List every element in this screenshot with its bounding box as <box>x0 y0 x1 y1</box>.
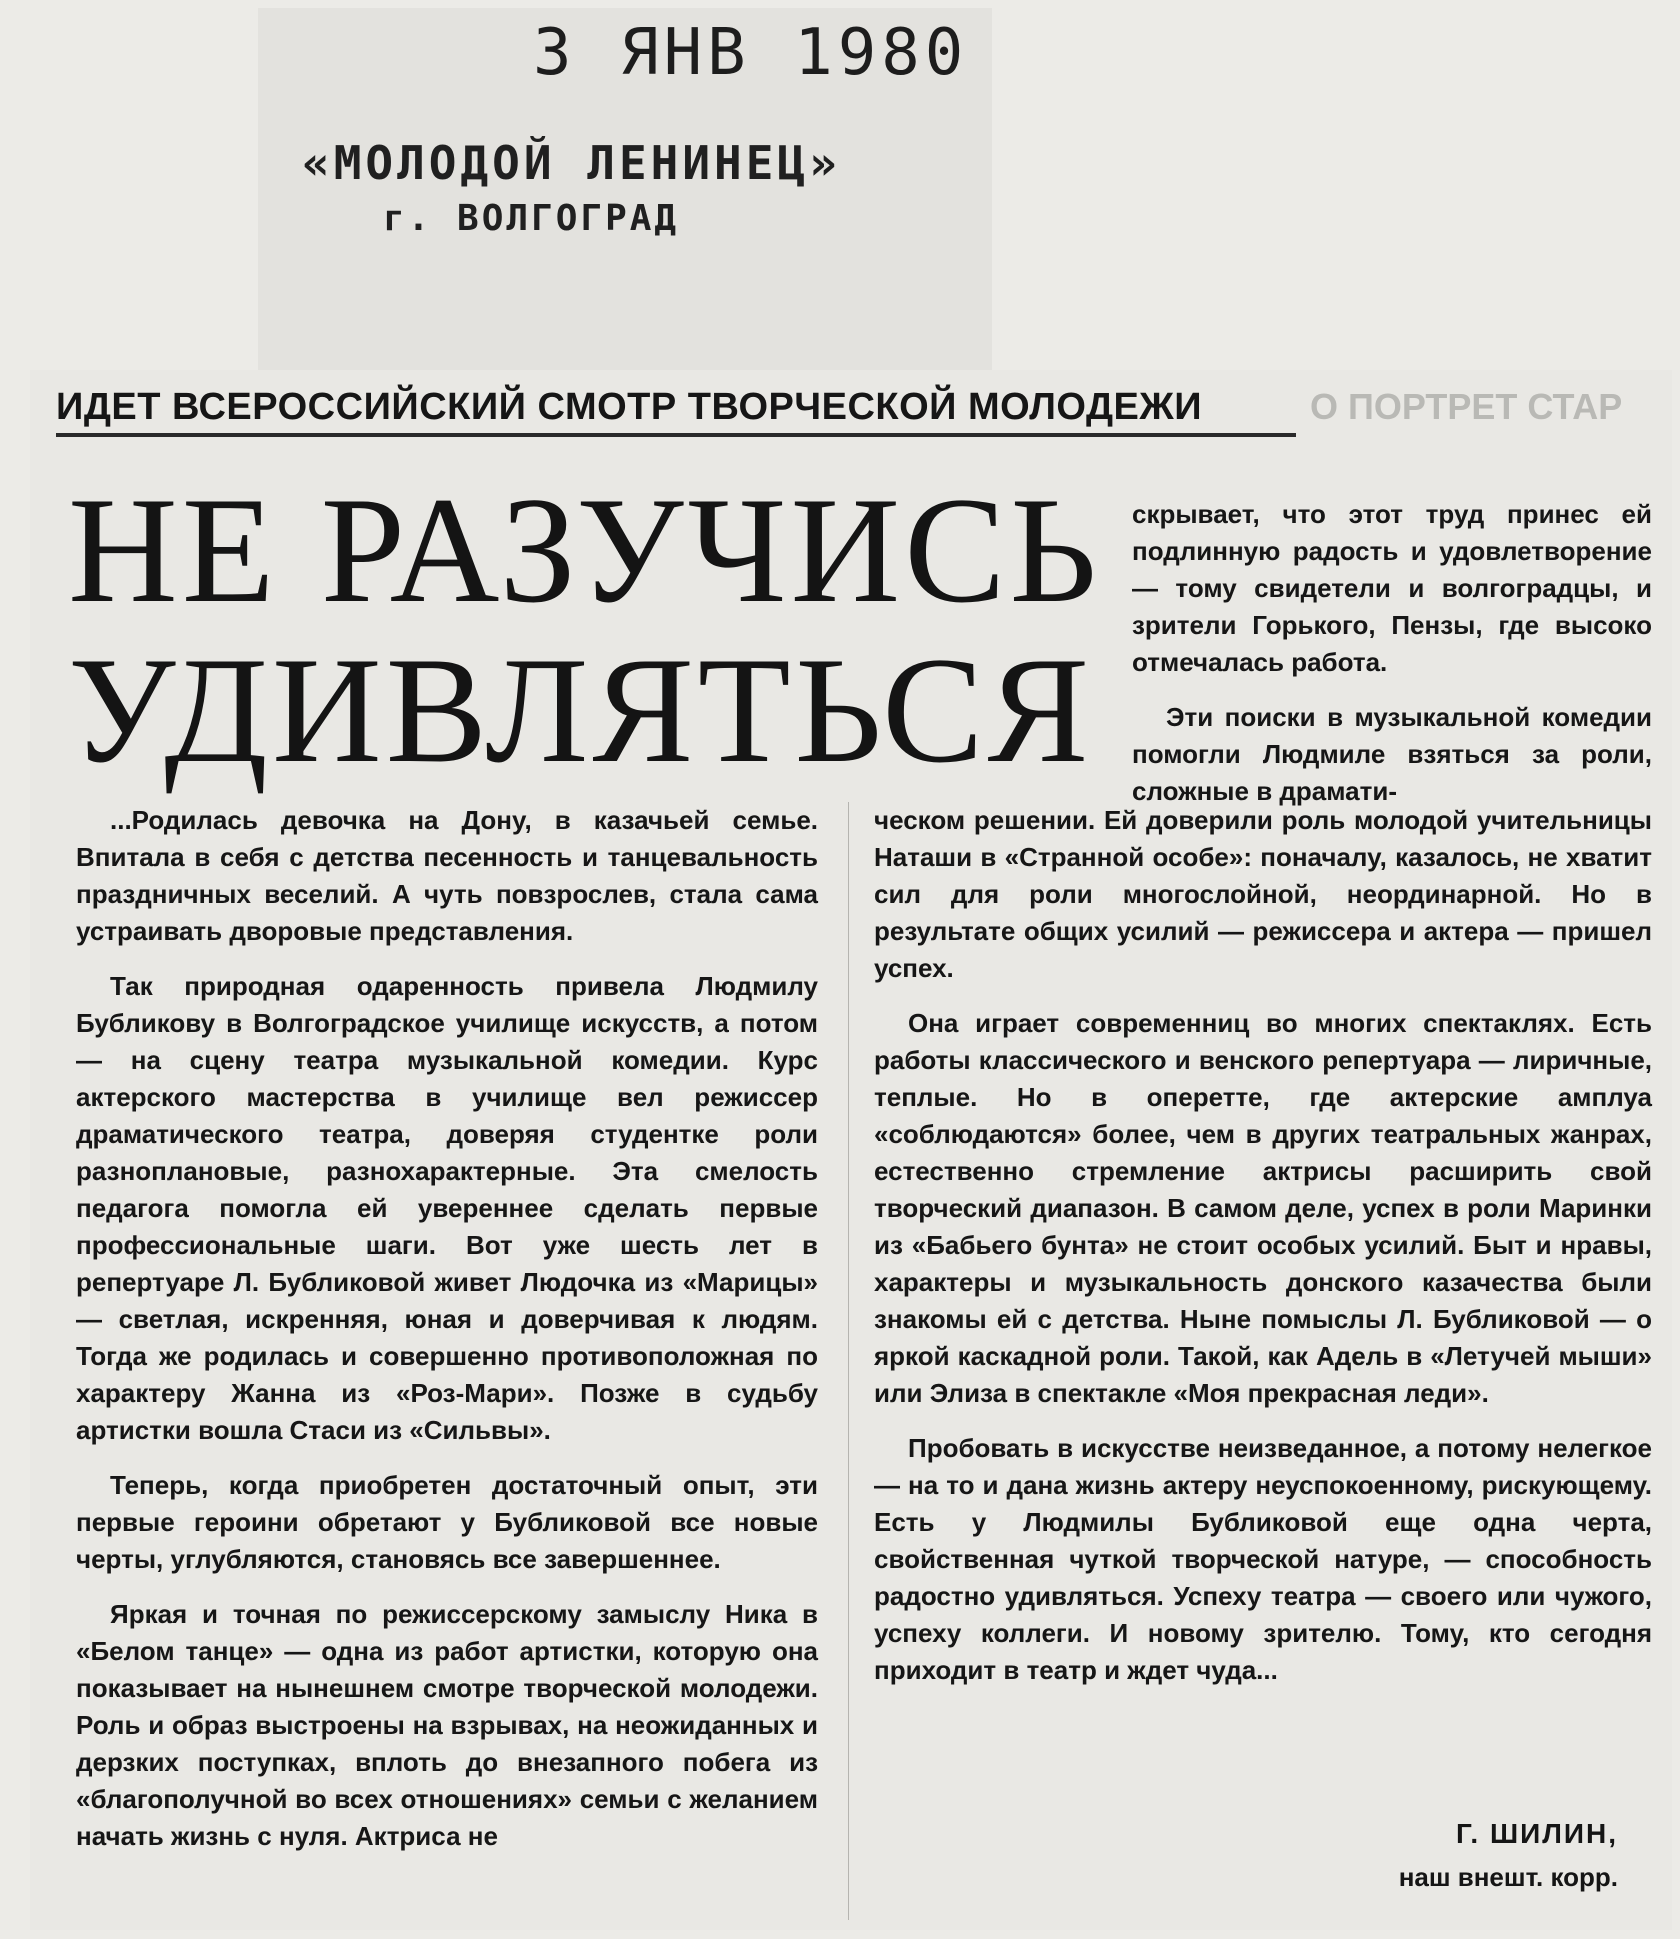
paragraph: ...Родилась девочка на Дону, в казачьей семье. Впитала в себя с детства песенность и танцевальность праздничных веселий. А чуть повзрослев, стала сама устраивать дворовые представления. <box>76 805 818 946</box>
paragraph: Так природная одаренность привела Людмилу Бубликову в Волгоградское училище искусств, а потом — на сцену театра музыкальной комедии. Курс актерского мастерства в училище вел режиссер драматического театра, доверяя студентке роли разноплановые, разнохарактерные. Эта смелость педагога помогла ей увереннее сделать первые профессиональные шаги. Вот уже шесть лет в репертуаре Л. Бубликовой живет Людочка из «Марицы» — светлая, искренняя, юная и доверчивая к людям. Тогда же родилась и совершенно противоположная по характеру Жанна из «Роз-Мари». Позже в судьбу артистки вошла Стаси из «Сильвы». <box>76 971 818 1445</box>
article-column-left <box>76 802 818 1873</box>
paragraph: ческом решении. Ей доверили роль молодой учительницы Наташи в «Странной особе»: поначалу, казалось, не хватит сил для роли многослойной, неординарной. Но в результате общих усилий — режиссера и актера — пришел успех. <box>874 805 1652 983</box>
paragraph: Яркая и точная по режиссерскому замыслу Ника в «Белом танце» — одна из работ артистки, которую она показывает на нынешнем смотре творческой молодежи. Роль и образ выстроены на взрывах, на неожиданных и дерзких поступках, вплоть до внезапного побега из «благополучной во всех отношениях» семьи с желанием начать жизнь с нуля. Актриса не <box>76 1599 818 1851</box>
article-column-right <box>874 802 1652 1707</box>
stamp-date: 3 ЯНВ 1980 <box>533 16 969 90</box>
article-headline <box>68 466 1101 794</box>
stamp-newspaper-name: «МОЛОДОЙ ЛЕНИНЕЦ» <box>302 136 841 190</box>
archive-stamp-card <box>258 8 992 370</box>
article-column-top-right <box>1132 496 1652 828</box>
author-role: наш внешт. корр. <box>1398 1862 1618 1892</box>
column-divider <box>848 802 849 1920</box>
paragraph: Пробовать в искусстве неизведанное, а потому нелегкое — на то и дана жизнь актеру неуспокоенному, рискующему. Есть у Людмилы Бубликовой еще одна черта, свойственная чуткой творческой натуре, — способность радостно удивляться. Успеху театра — своего или чужого, успеху коллеги. И новому зрителю. Тому, кто сегодня приходит в театр и ждет чуда... <box>874 1433 1652 1685</box>
neighbor-article-fragment: О ПОРТРЕТ СТАР <box>1310 386 1623 427</box>
paragraph: скрывает, что этот труд принес ей подлинную радость и удовлетворение — тому свидетели и волгоградцы, и зрители Горького, Пензы, где высоко отмечалась работа. <box>1132 499 1652 677</box>
article-rubric: ИДЕТ ВСЕРОССИЙСКИЙ СМОТР ТВОРЧЕСКОЙ МОЛОДЕЖИ <box>56 386 1296 437</box>
headline-line-1: НЕ РАЗУЧИСЬ <box>68 466 1101 634</box>
headline-line-2: УДИВЛЯТЬСЯ <box>68 626 1093 794</box>
paragraph: Она играет современниц во многих спектаклях. Есть работы классического и венского репертуара — лиричные, теплые. Но в оперетте, где актерские амплуа «соблюдаются» более, чем в других театральных жанрах, естественно стремление актрисы расширить свой творческий диапазон. В самом деле, успех в роли Маринки из «Бабьего бунта» не стоит особых усилий. Быт и нравы, характеры и музыкальность донского казачества были знакомы ей с детства. Ныне помыслы Л. Бубликовой — о яркой каскадной роли. Такой, как Адель в «Летучей мыши» или Элиза в спектакле «Моя прекрасная леди». <box>874 1008 1652 1408</box>
author-name: Г. ШИЛИН, <box>1456 1818 1618 1849</box>
stamp-city: г. ВОЛГОГРАД <box>383 198 680 239</box>
paragraph: Эти поиски в музыкальной комедии помогли Людмиле взяться за роли, сложные в драмати- <box>1132 702 1652 806</box>
paragraph: Теперь, когда приобретен достаточный опыт, эти первые героини обретают у Бубликовой все новые черты, углубляются, становясь все завершеннее. <box>76 1470 818 1574</box>
